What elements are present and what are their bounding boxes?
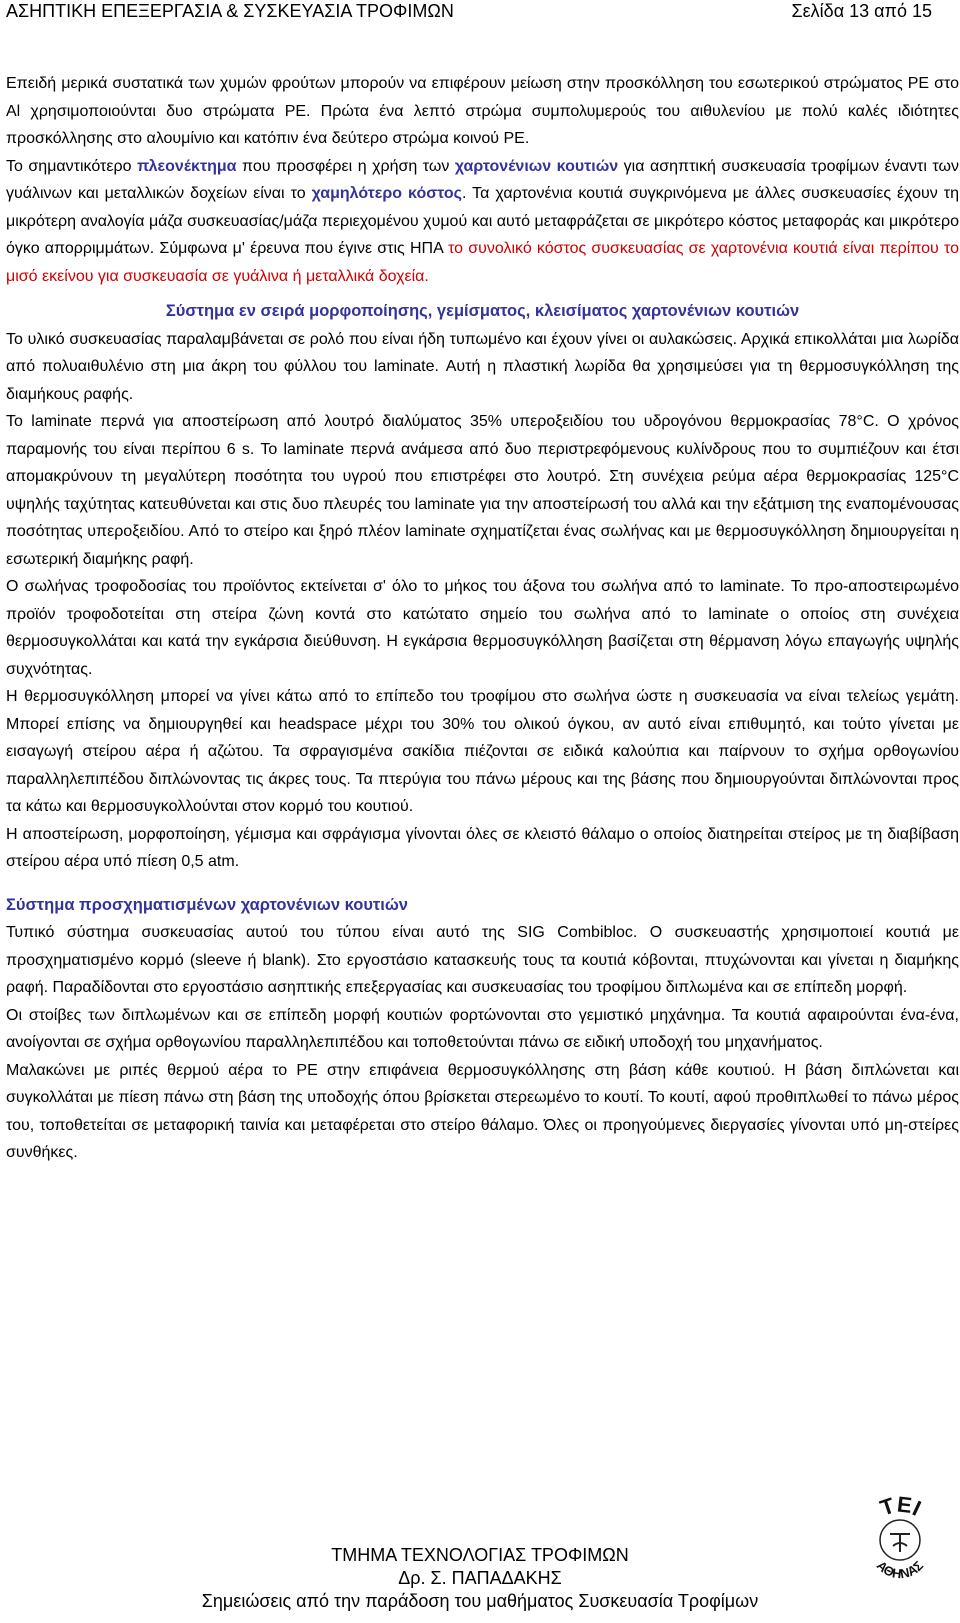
text-run: για ασηπτική συσκευασία τροφίμων έναντι των γυάλινων και μεταλλικών δοχείων είναι το xyxy=(6,157,960,202)
text-run: Το σημαντικότερο xyxy=(6,157,137,175)
highlight-cartons: χαρτονένιων κουτιών xyxy=(454,157,619,175)
paragraph: Τυπικό σύστημα συσκευασίας αυτού του τύπου είναι αυτό της SIG Combibloc. Ο συσκευαστής χρησιμοποιεί κουτιά με προσχηματισμένο κορμό (sleeve ή blank). Στο εργοστάσιο κατασκευής τους τα κουτιά κόβονται, πτυχώνονται και γίνεται η διαμήκης ραφή. Παραδίδονται στο εργοστάσιο ασηπτικής επεξεργασίας και συσκευασίας του τροφίμου διπλωμένα και σε επίπεδη μορφή. xyxy=(6,924,959,996)
paragraph: Το υλικό συσκευασίας παραλαμβάνεται σε ρολό που είναι ήδη τυπωμένο και έχουν γίνει οι αυλακώσεις. Αρχικά επικολλάται μια λωρίδα από πολυαιθυλένιο στη μια άκρη του φύλλου του laminate. Αυτή η πλαστική λωρίδα θα χρησιμεύσει για τη θερμοσυγκόλληση της διαμήκους ραφής. xyxy=(6,330,959,403)
paragraph: Η θερμοσυγκόλληση μπορεί να γίνει κάτω από το επίπεδο του τροφίμου στο σωλήνα ώστε η συσκευασία να είναι τελείως γεμάτη. Μπορεί επίσης να δημιουργηθεί και headspace μέχρι του 30% του ολικού όγκου, αν αυτό είναι επιθυμητό, και τούτο γίνεται με εισαγωγή στείρου αέρα ή αζώτου. Τα σφραγισμένα σακίδια πιέζονται σε ειδικά καλούπια και παίρνουν το σχήμα ορθογωνίου παραλληλεπιπέδου διπλώνοντας τις άκρες τους. Τα πτερύγια του πάνω μέρους και της βάσης που δημιουργούνται διπλώνονται προς τα κάτω και θερμοσυγκολλούνται στον κορμό του κουτιού. xyxy=(6,688,959,815)
page-number: Σελίδα 13 από 15 xyxy=(791,1,932,21)
text-run: που προσφέρει η χρήση των xyxy=(236,157,455,175)
logo-text-top: ΤΕΙ xyxy=(877,1491,925,1521)
page-footer xyxy=(0,1544,960,1613)
highlight-advantage: πλεονέκτημα xyxy=(137,157,237,175)
document-body xyxy=(6,70,959,1167)
paragraph-advantages xyxy=(6,153,959,291)
document-title: ΑΣΗΠΤΙΚΗ ΕΠΕΞΕΡΓΑΣΙΑ & ΣΥΣΚΕΥΑΣΙΑ ΤΡΟΦΙΜΩΝ xyxy=(6,1,454,21)
paragraph: Μαλακώνει με ριπές θερμού αέρα το PE στην επιφάνεια θερμοσυγκόλλησης στη βάση κάθε κουτιού. Η βάση διπλώνεται και συγκολλάται με πίεση πάνω στη βάση της υποδοχής όπου βρίσκεται στερεωμένο το κουτί. Το κουτί, αφού προθιπλωθεί το πάνω μέρος του, τοποθετείται σε μεταφορική ταινία και μεταφέρεται στο στείρο θάλαμο. Όλες οι προηγούμενες διεργασίες γίνονται υπό μη-στείρες συνθήκες. xyxy=(6,1061,959,1161)
footer-course-note: Σημειώσεις από την παράδοση του μαθήματος Συσκευασία Τροφίμων xyxy=(201,1591,759,1611)
section-heading-preformed-system: Σύστημα προσχηματισμένων χαρτονένιων κουτιών xyxy=(6,895,408,914)
page-header xyxy=(6,0,932,22)
highlight-low-cost: χαμηλότερο κόστος xyxy=(311,185,462,202)
paragraph: Το laminate περνά για αποστείρωση από λουτρό διαλύματος 35% υπεροξειδίου του υδρογόνου θερμοκρασίας 78°C. Ο χρόνος παραμονής του είναι περίπου 6 s. To laminate περνά ανάμεσα από δυο περιστρεφόμενους κυλίνδρους που το συμπιέζουν και έτσι απομακρύνουν τη μεγαλύτερη ποσότητα του υγρού που επιστρέφει στο λουτρό. Στη συνέχεια ρεύμα αέρα θερμοκρασίας 125°C υψηλής ταχύτητας κατευθύνεται και στις δυο πλευρές του laminate για την αποστείρωσή του αλλά και την εξάτμιση της εναπομένουσας ποσότητας υπεροξειδίου. Από το στείρο και ξηρό πλέον laminate σχηματίζεται ένας σωλήνας και με θερμοσυγκόλληση δημιουργείται η εσωτερική διαμήκης ραφή. xyxy=(6,413,959,568)
logo-text-bottom: ΑΘΗΝΑΣ xyxy=(873,1557,927,1582)
paragraph: Η αποστείρωση, μορφοποίηση, γέμισμα και σφράγισμα γίνονται όλες σε κλειστό θάλαμο ο οποίος διατηρείται στείρος με τη διαβίβαση στείρου αέρα υπό πίεση 0,5 atm. xyxy=(6,825,959,870)
highlight-cost-comparison: το συνολικό κόστος συσκευασίας σε χαρτονένια κουτιά είναι περίπου το μισό εκείνου για συσκευασία σε γυάλινα ή μεταλλικά δοχεία. xyxy=(6,240,959,285)
footer-department: ΤΜΗΜΑ ΤΕΧΝΟΛΟΓΙΑΣ ΤΡΟΦΙΜΩΝ xyxy=(331,1545,629,1565)
text-run: . Τα χαρτονένια κουτιά συγκρινόμενα με άλλες συσκευασίες έχουν τη μικρότερη αναλογία μάζα συσκευασίας/μάζα περιεχομένου χυμού και αυτό μεταφράζεται σε μικρότερο κόστος μεταφοράς και μικρότερο όγκο απορριμμάτων. Σύμφωνα μ' έρευνα που έγινε στις ΗΠΑ xyxy=(6,185,959,257)
paragraph: Ο σωλήνας τροφοδοσίας του προϊόντος εκτείνεται σ' όλο το μήκος του άξονα του σωλήνα από το laminate. Το προ-αποστειρωμένο προϊόν τροφοδοτείται στη στείρα ζώνη κοντά στο κατώτατο σημείο του σωλήνα από το laminate ο οποίος στη συνέχεια θερμοσυγκολλάται και κατά την εγκάρσια διεύθυνση. Η εγκάρσια θερμοσυγκόλληση βασίζεται στη θέρμανση λόγω επαγωγής υψηλής συχνότητας. xyxy=(6,578,959,678)
paragraph: Επειδή μερικά συστατικά των χυμών φρούτων μπορούν να επιφέρουν μείωση στην προσκόλληση του εσωτερικού στρώματος PE στο Al χρησιμοποιούνται δυο στρώματα PE. Πρώτα ένα λεπτό στρώμα συμπολυμερούς του αιθυλενίου με πολύ καλές ιδιότητες προσκόλλησης στο αλουμίνιο και κατόπιν ένα δεύτερο στρώμα κοινού PE. xyxy=(6,75,959,147)
section-heading-inline-system: Σύστημα εν σειρά μορφοποίησης, γεμίσματος, κλεισίματος χαρτονένιων κουτιών xyxy=(165,302,800,320)
paragraph: Οι στοίβες των διπλωμένων και σε επίπεδη μορφή κουτιών φορτώνονται στο γεμιστικό μηχάνημα. Τα κουτιά αφαιρούνται ένα-ένα, ανοίγονται σε σχήμα ορθογωνίου παραλληλεπιπέδου και τοποθετούνται πάνω σε ειδική υποδοχή του μηχανήματος. xyxy=(6,1006,959,1051)
footer-author: Δρ. Σ. ΠΑΠΑΔΑΚΗΣ xyxy=(398,1568,562,1588)
